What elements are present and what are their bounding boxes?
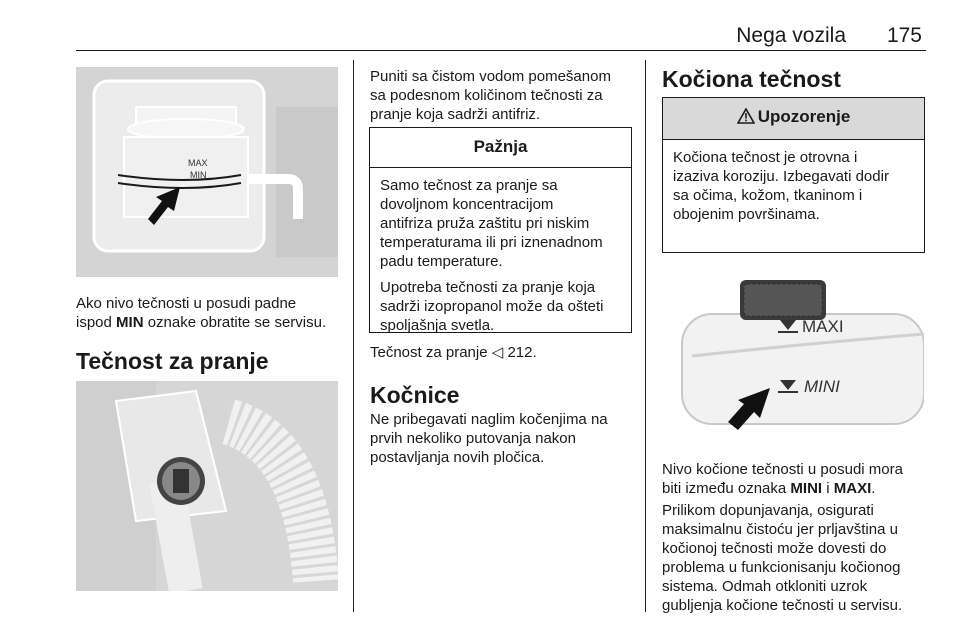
max-mark-label: MAX [188, 158, 208, 168]
warning-header [663, 98, 924, 140]
brake-reservoir-illustration [662, 264, 924, 446]
brake-reservoir-drawing [662, 264, 924, 446]
maxi-mark-label: MAXI [802, 317, 844, 336]
brake-fluid-heading: Kočiona tečnost [662, 66, 841, 92]
washer-reservoir-illustration [76, 381, 338, 591]
section-title: Nega vozila [736, 24, 846, 47]
brakes-heading: Kočnice [370, 382, 460, 408]
notice-paragraph-2: Upotreba tečnosti za pranje koja sadrži izopropanol može da ošteti spoljašnja svetla. [380, 279, 604, 334]
washer-fill-instructions: Puniti sa čistom vodom pomešanom sa podesnom količinom tečnosti za pranje koja sadrži antifriz. [370, 68, 611, 123]
page-reference-link[interactable]: 212. [503, 344, 537, 361]
mini-mark-label: MINI [804, 377, 840, 396]
notice-box [369, 127, 632, 333]
washer-fluid-reference: Tečnost za pranje ◁ 212. [370, 344, 537, 361]
notice-title: Pažnja [370, 128, 631, 168]
notice-paragraph-1: Samo tečnost za pranje sa dovoljnom koncentracijom antifriza pruža zaštitu pri niskim temperaturama ili pri iznenadnom padu temperature. [380, 177, 603, 270]
column-divider-2 [645, 60, 646, 612]
coolant-reservoir-drawing [76, 67, 338, 277]
notice-body [370, 168, 631, 348]
coolant-level-paragraph: Ako nivo tečnosti u posudi padne ispod MIN oznake obratite se servisu. [76, 295, 327, 331]
min-mark-label: MIN [190, 170, 207, 180]
coolant-reservoir-illustration [76, 67, 338, 277]
warning-triangle-icon [737, 108, 755, 129]
washer-reservoir-drawing [76, 381, 338, 591]
page-number: 175 [886, 24, 922, 47]
page-reference-arrow-icon: ◁ [491, 344, 504, 361]
washer-fluid-heading: Tečnost za pranje [76, 348, 269, 374]
brake-fluid-topup-paragraph: Prilikom dopunjavanja, osigurati maksimalnu čistoću jer prljavština u kočionoj tečnosti može dovesti do problema u funkcionisanju kočionog sistema. Odmah otkloniti uzrok gubljenja kočione tečnosti u servisu. [662, 502, 903, 614]
column-divider-1 [353, 60, 354, 612]
warning-body: Kočiona tečnost je otrovna i izaziva koroziju. Izbegavati dodir sa očima, kožom, tkaninom i obojenim površinama. [673, 149, 889, 223]
warning-title: Upozorenje [757, 107, 851, 126]
warning-box [662, 97, 925, 253]
page-header [76, 22, 926, 51]
brake-fluid-level-paragraph: Nivo kočione tečnosti u posudi mora biti između oznaka MINI i MAXI. [662, 461, 903, 497]
brakes-paragraph: Ne pribegavati naglim kočenjima na prvih nekoliko putovanja nakon postavljanja novih pločica. [370, 411, 608, 466]
